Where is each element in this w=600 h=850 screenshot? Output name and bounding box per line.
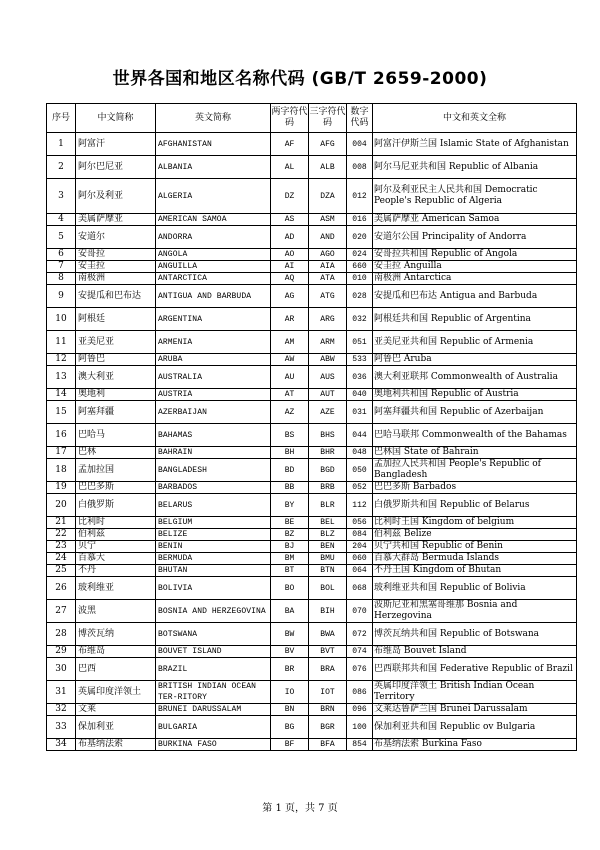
alpha2-code: BF xyxy=(271,739,309,751)
numeric-code: 004 xyxy=(347,133,373,156)
alpha2-code: AF xyxy=(271,133,309,156)
english-name: ANGUILLA xyxy=(156,261,271,273)
full-name: 保加利亚共和国 Republic ov Bulgaria xyxy=(373,716,577,739)
alpha3-code: AZE xyxy=(309,401,347,424)
full-name: 美属萨摩亚 American Samoa xyxy=(373,214,577,226)
chinese-name: 美属萨摩亚 xyxy=(76,214,156,226)
full-name: 安道尔公国 Principality of Andorra xyxy=(373,226,577,249)
table-row xyxy=(47,331,577,354)
english-name: BURKINA FASO xyxy=(156,739,271,751)
full-name: 阿根廷共和国 Republic of Argentina xyxy=(373,308,577,331)
numeric-code: 100 xyxy=(347,716,373,739)
row-number: 15 xyxy=(47,401,76,424)
row-number: 25 xyxy=(47,565,76,577)
alpha3-code: ASM xyxy=(309,214,347,226)
row-number: 14 xyxy=(47,389,76,401)
row-number: 32 xyxy=(47,704,76,716)
numeric-code: 086 xyxy=(347,681,373,704)
table-row xyxy=(47,366,577,389)
full-name: 安哥拉共和国 Republic of Angola xyxy=(373,249,577,261)
alpha3-code: ATG xyxy=(309,285,347,308)
full-name: 白俄罗斯共和国 Republic of Belarus xyxy=(373,494,577,517)
alpha3-code: BRN xyxy=(309,704,347,716)
full-name: 南极洲 Antarctica xyxy=(373,273,577,285)
page-title: 世界各国和地区名称代码 (GB/T 2659-2000) xyxy=(112,69,488,89)
table-row xyxy=(47,553,577,565)
alpha2-code: BV xyxy=(271,646,309,658)
english-name: BOLIVIA xyxy=(156,577,271,600)
full-name: 布维岛 Bouvet Island xyxy=(373,646,577,658)
row-number: 33 xyxy=(47,716,76,739)
numeric-code: 050 xyxy=(347,459,373,482)
numeric-code: 854 xyxy=(347,739,373,751)
english-name: BELGIUM xyxy=(156,517,271,529)
english-name: ANTIGUA AND BARBUDA xyxy=(156,285,271,308)
full-name: 阿塞拜疆共和国 Republic of Azerbaijan xyxy=(373,401,577,424)
alpha3-code: AIA xyxy=(309,261,347,273)
alpha3-code: BWA xyxy=(309,623,347,646)
alpha3-code: BTN xyxy=(309,565,347,577)
numeric-code: 024 xyxy=(347,249,373,261)
alpha2-code: BZ xyxy=(271,529,309,541)
chinese-name: 阿尔巴尼亚 xyxy=(76,156,156,179)
numeric-code: 040 xyxy=(347,389,373,401)
chinese-name: 巴西 xyxy=(76,658,156,681)
alpha3-code: BGR xyxy=(309,716,347,739)
header-full: 中文和英文全称 xyxy=(373,104,577,133)
alpha3-code: AFG xyxy=(309,133,347,156)
table-row xyxy=(47,494,577,517)
full-name: 孟加拉人民共和国 People's Republic of Bangladesh xyxy=(373,459,577,482)
numeric-code: 096 xyxy=(347,704,373,716)
alpha2-code: BR xyxy=(271,658,309,681)
chinese-name: 阿根廷 xyxy=(76,308,156,331)
chinese-name: 布基纳法索 xyxy=(76,739,156,751)
english-name: BANGLADESH xyxy=(156,459,271,482)
alpha3-code: BEN xyxy=(309,541,347,553)
full-name: 布基纳法索 Burkina Faso xyxy=(373,739,577,751)
table-row xyxy=(47,261,577,273)
alpha3-code: BLR xyxy=(309,494,347,517)
english-name: BHUTAN xyxy=(156,565,271,577)
english-name: BARBADOS xyxy=(156,482,271,494)
table-row xyxy=(47,273,577,285)
full-name: 阿尔马尼亚共和国 Republic of Albania xyxy=(373,156,577,179)
numeric-code: 204 xyxy=(347,541,373,553)
chinese-name: 安道尔 xyxy=(76,226,156,249)
row-number: 18 xyxy=(47,459,76,482)
table-row xyxy=(47,156,577,179)
chinese-name: 巴林 xyxy=(76,447,156,459)
page-footer: 第 1 页，共 7 页 xyxy=(262,803,338,814)
full-name: 波斯尼亚和黑塞哥维那 Bosnia and Herzegovina xyxy=(373,600,577,623)
table-row xyxy=(47,482,577,494)
alpha3-code: AUT xyxy=(309,389,347,401)
table-row xyxy=(47,389,577,401)
chinese-name: 亚美尼亚 xyxy=(76,331,156,354)
numeric-code: 064 xyxy=(347,565,373,577)
full-name: 安圭拉 Anguilla xyxy=(373,261,577,273)
numeric-code: 051 xyxy=(347,331,373,354)
row-number: 4 xyxy=(47,214,76,226)
chinese-name: 英属印度洋领土 xyxy=(76,681,156,704)
alpha2-code: AM xyxy=(271,331,309,354)
row-number: 20 xyxy=(47,494,76,517)
full-name: 阿富汗伊斯兰国 Islamic State of Afghanistan xyxy=(373,133,577,156)
alpha2-code: AQ xyxy=(271,273,309,285)
alpha3-code: BLZ xyxy=(309,529,347,541)
alpha3-code: BVT xyxy=(309,646,347,658)
alpha2-code: AT xyxy=(271,389,309,401)
numeric-code: 012 xyxy=(347,179,373,214)
full-name: 安提瓜和巴布达 Antigua and Barbuda xyxy=(373,285,577,308)
english-name: ALGERIA xyxy=(156,179,271,214)
table-row xyxy=(47,133,577,156)
chinese-name: 安提瓜和巴布达 xyxy=(76,285,156,308)
chinese-name: 布维岛 xyxy=(76,646,156,658)
table-row xyxy=(47,459,577,482)
row-number: 8 xyxy=(47,273,76,285)
row-number: 27 xyxy=(47,600,76,623)
header-alpha2: 两字符代码 xyxy=(271,104,309,133)
alpha2-code: BD xyxy=(271,459,309,482)
alpha2-code: BO xyxy=(271,577,309,600)
alpha2-code: AR xyxy=(271,308,309,331)
full-name: 英属印度洋领土 British Indian Ocean Territory xyxy=(373,681,577,704)
table-row xyxy=(47,716,577,739)
chinese-name: 博茨瓦纳 xyxy=(76,623,156,646)
table-row xyxy=(47,739,577,751)
full-name: 百慕大群岛 Bermuda Islands xyxy=(373,553,577,565)
alpha2-code: BB xyxy=(271,482,309,494)
chinese-name: 安圭拉 xyxy=(76,261,156,273)
alpha2-code: DZ xyxy=(271,179,309,214)
numeric-code: 010 xyxy=(347,273,373,285)
alpha2-code: BH xyxy=(271,447,309,459)
numeric-code: 052 xyxy=(347,482,373,494)
english-name: BRITISH INDIAN OCEAN TER-RITORY xyxy=(156,681,271,704)
chinese-name: 伯利兹 xyxy=(76,529,156,541)
row-number: 9 xyxy=(47,285,76,308)
row-number: 13 xyxy=(47,366,76,389)
english-name: BRUNEI DARUSSALAM xyxy=(156,704,271,716)
full-name: 亚美尼亚共和国 Republic of Armenia xyxy=(373,331,577,354)
table-row xyxy=(47,658,577,681)
alpha2-code: AS xyxy=(271,214,309,226)
table-row xyxy=(47,517,577,529)
table-row xyxy=(47,249,577,261)
alpha2-code: BJ xyxy=(271,541,309,553)
alpha2-code: BT xyxy=(271,565,309,577)
english-name: ARMENIA xyxy=(156,331,271,354)
table-row xyxy=(47,565,577,577)
row-number: 21 xyxy=(47,517,76,529)
full-name: 文莱达鲁萨兰国 Brunei Darussalam xyxy=(373,704,577,716)
alpha2-code: BE xyxy=(271,517,309,529)
chinese-name: 奥地利 xyxy=(76,389,156,401)
numeric-code: 076 xyxy=(347,658,373,681)
alpha2-code: AL xyxy=(271,156,309,179)
numeric-code: 112 xyxy=(347,494,373,517)
chinese-name: 波黑 xyxy=(76,600,156,623)
row-number: 26 xyxy=(47,577,76,600)
full-name: 巴林国 State of Bahrain xyxy=(373,447,577,459)
numeric-code: 072 xyxy=(347,623,373,646)
english-name: ARUBA xyxy=(156,354,271,366)
row-number: 16 xyxy=(47,424,76,447)
alpha3-code: AGO xyxy=(309,249,347,261)
english-name: BOTSWANA xyxy=(156,623,271,646)
alpha2-code: BM xyxy=(271,553,309,565)
chinese-name: 安哥拉 xyxy=(76,249,156,261)
row-number: 29 xyxy=(47,646,76,658)
chinese-name: 百慕大 xyxy=(76,553,156,565)
numeric-code: 056 xyxy=(347,517,373,529)
header-no: 序号 xyxy=(47,104,76,133)
alpha3-code: BRA xyxy=(309,658,347,681)
chinese-name: 阿鲁巴 xyxy=(76,354,156,366)
alpha3-code: BIH xyxy=(309,600,347,623)
full-name: 伯利兹 Belize xyxy=(373,529,577,541)
alpha2-code: IO xyxy=(271,681,309,704)
english-name: BAHAMAS xyxy=(156,424,271,447)
alpha3-code: DZA xyxy=(309,179,347,214)
english-name: BENIN xyxy=(156,541,271,553)
row-number: 3 xyxy=(47,179,76,214)
chinese-name: 不丹 xyxy=(76,565,156,577)
alpha3-code: AUS xyxy=(309,366,347,389)
alpha3-code: ABW xyxy=(309,354,347,366)
row-number: 24 xyxy=(47,553,76,565)
alpha2-code: AU xyxy=(271,366,309,389)
full-name: 澳大利亚联邦 Commonwealth of Australia xyxy=(373,366,577,389)
alpha2-code: AO xyxy=(271,249,309,261)
numeric-code: 028 xyxy=(347,285,373,308)
full-name: 巴西联邦共和国 Federative Republic of Brazil xyxy=(373,658,577,681)
row-number: 6 xyxy=(47,249,76,261)
numeric-code: 036 xyxy=(347,366,373,389)
full-name: 贝宁共和国 Republic of Benin xyxy=(373,541,577,553)
row-number: 17 xyxy=(47,447,76,459)
alpha3-code: ALB xyxy=(309,156,347,179)
alpha3-code: BFA xyxy=(309,739,347,751)
chinese-name: 文莱 xyxy=(76,704,156,716)
english-name: AMERICAN SAMOA xyxy=(156,214,271,226)
table-row xyxy=(47,577,577,600)
alpha3-code: ATA xyxy=(309,273,347,285)
alpha3-code: IOT xyxy=(309,681,347,704)
english-name: BOSNIA AND HERZEGOVINA xyxy=(156,600,271,623)
table-row xyxy=(47,529,577,541)
numeric-code: 032 xyxy=(347,308,373,331)
row-number: 10 xyxy=(47,308,76,331)
numeric-code: 031 xyxy=(347,401,373,424)
full-name: 巴哈马联邦 Commonwealth of the Bahamas xyxy=(373,424,577,447)
chinese-name: 白俄罗斯 xyxy=(76,494,156,517)
table-row xyxy=(47,308,577,331)
english-name: AZERBAIJAN xyxy=(156,401,271,424)
english-name: ANTARCTICA xyxy=(156,273,271,285)
chinese-name: 保加利亚 xyxy=(76,716,156,739)
alpha3-code: BEL xyxy=(309,517,347,529)
table-row xyxy=(47,354,577,366)
row-number: 23 xyxy=(47,541,76,553)
chinese-name: 巴巴多斯 xyxy=(76,482,156,494)
chinese-name: 南极洲 xyxy=(76,273,156,285)
english-name: ANGOLA xyxy=(156,249,271,261)
english-name: BULGARIA xyxy=(156,716,271,739)
numeric-code: 020 xyxy=(347,226,373,249)
numeric-code: 060 xyxy=(347,553,373,565)
header-alpha3: 三字符代码 xyxy=(309,104,347,133)
table-row xyxy=(47,447,577,459)
numeric-code: 048 xyxy=(347,447,373,459)
alpha3-code: BGD xyxy=(309,459,347,482)
numeric-code: 533 xyxy=(347,354,373,366)
header-cn: 中文简称 xyxy=(76,104,156,133)
chinese-name: 澳大利亚 xyxy=(76,366,156,389)
table-row xyxy=(47,285,577,308)
english-name: AUSTRALIA xyxy=(156,366,271,389)
row-number: 28 xyxy=(47,623,76,646)
alpha2-code: BG xyxy=(271,716,309,739)
table-row xyxy=(47,600,577,623)
alpha2-code: BN xyxy=(271,704,309,716)
row-number: 5 xyxy=(47,226,76,249)
full-name: 不丹王国 Kingdom of Bhutan xyxy=(373,565,577,577)
numeric-code: 016 xyxy=(347,214,373,226)
table-row xyxy=(47,704,577,716)
row-number: 30 xyxy=(47,658,76,681)
full-name: 比利时王国 Kingdom of belgium xyxy=(373,517,577,529)
row-number: 22 xyxy=(47,529,76,541)
alpha3-code: BRB xyxy=(309,482,347,494)
row-number: 7 xyxy=(47,261,76,273)
table-row xyxy=(47,179,577,214)
chinese-name: 阿尔及利亚 xyxy=(76,179,156,214)
row-number: 19 xyxy=(47,482,76,494)
row-number: 2 xyxy=(47,156,76,179)
chinese-name: 贝宁 xyxy=(76,541,156,553)
english-name: BELARUS xyxy=(156,494,271,517)
english-name: BOUVET ISLAND xyxy=(156,646,271,658)
full-name: 玻利维亚共和国 Republic of Bolivia xyxy=(373,577,577,600)
alpha3-code: BMU xyxy=(309,553,347,565)
header-num: 数字代码 xyxy=(347,104,373,133)
chinese-name: 阿塞拜疆 xyxy=(76,401,156,424)
table-row xyxy=(47,424,577,447)
english-name: BAHRAIN xyxy=(156,447,271,459)
full-name: 阿尔及利亚民主人民共和国 Democratic People's Republic of Algeria xyxy=(373,179,577,214)
row-number: 34 xyxy=(47,739,76,751)
chinese-name: 孟加拉国 xyxy=(76,459,156,482)
alpha2-code: AW xyxy=(271,354,309,366)
alpha3-code: ARM xyxy=(309,331,347,354)
numeric-code: 068 xyxy=(347,577,373,600)
english-name: ANDORRA xyxy=(156,226,271,249)
chinese-name: 比利时 xyxy=(76,517,156,529)
table-header-row xyxy=(47,104,577,133)
chinese-name: 玻利维亚 xyxy=(76,577,156,600)
english-name: BRAZIL xyxy=(156,658,271,681)
alpha2-code: AG xyxy=(271,285,309,308)
numeric-code: 084 xyxy=(347,529,373,541)
english-name: BERMUDA xyxy=(156,553,271,565)
english-name: ARGENTINA xyxy=(156,308,271,331)
alpha2-code: BW xyxy=(271,623,309,646)
table-row xyxy=(47,623,577,646)
alpha3-code: BOL xyxy=(309,577,347,600)
country-code-table xyxy=(46,103,577,751)
alpha2-code: BS xyxy=(271,424,309,447)
numeric-code: 070 xyxy=(347,600,373,623)
english-name: AFGHANISTAN xyxy=(156,133,271,156)
table-row xyxy=(47,401,577,424)
row-number: 1 xyxy=(47,133,76,156)
alpha2-code: AI xyxy=(271,261,309,273)
alpha3-code: ARG xyxy=(309,308,347,331)
full-name: 阿鲁巴 Aruba xyxy=(373,354,577,366)
table-row xyxy=(47,226,577,249)
numeric-code: 074 xyxy=(347,646,373,658)
table-row xyxy=(47,646,577,658)
chinese-name: 巴哈马 xyxy=(76,424,156,447)
table-row xyxy=(47,681,577,704)
full-name: 巴巴多斯 Barbados xyxy=(373,482,577,494)
alpha3-code: BHR xyxy=(309,447,347,459)
alpha2-code: AD xyxy=(271,226,309,249)
row-number: 11 xyxy=(47,331,76,354)
numeric-code: 660 xyxy=(347,261,373,273)
numeric-code: 008 xyxy=(347,156,373,179)
alpha3-code: BHS xyxy=(309,424,347,447)
header-en: 英文简称 xyxy=(156,104,271,133)
row-number: 12 xyxy=(47,354,76,366)
english-name: BELIZE xyxy=(156,529,271,541)
full-name: 奥地利共和国 Republic of Austria xyxy=(373,389,577,401)
alpha2-code: AZ xyxy=(271,401,309,424)
alpha2-code: BA xyxy=(271,600,309,623)
numeric-code: 044 xyxy=(347,424,373,447)
alpha2-code: BY xyxy=(271,494,309,517)
english-name: AUSTRIA xyxy=(156,389,271,401)
alpha3-code: AND xyxy=(309,226,347,249)
table-row xyxy=(47,214,577,226)
table-row xyxy=(47,541,577,553)
english-name: ALBANIA xyxy=(156,156,271,179)
full-name: 博茨瓦纳共和国 Republic of Botswana xyxy=(373,623,577,646)
row-number: 31 xyxy=(47,681,76,704)
chinese-name: 阿富汗 xyxy=(76,133,156,156)
